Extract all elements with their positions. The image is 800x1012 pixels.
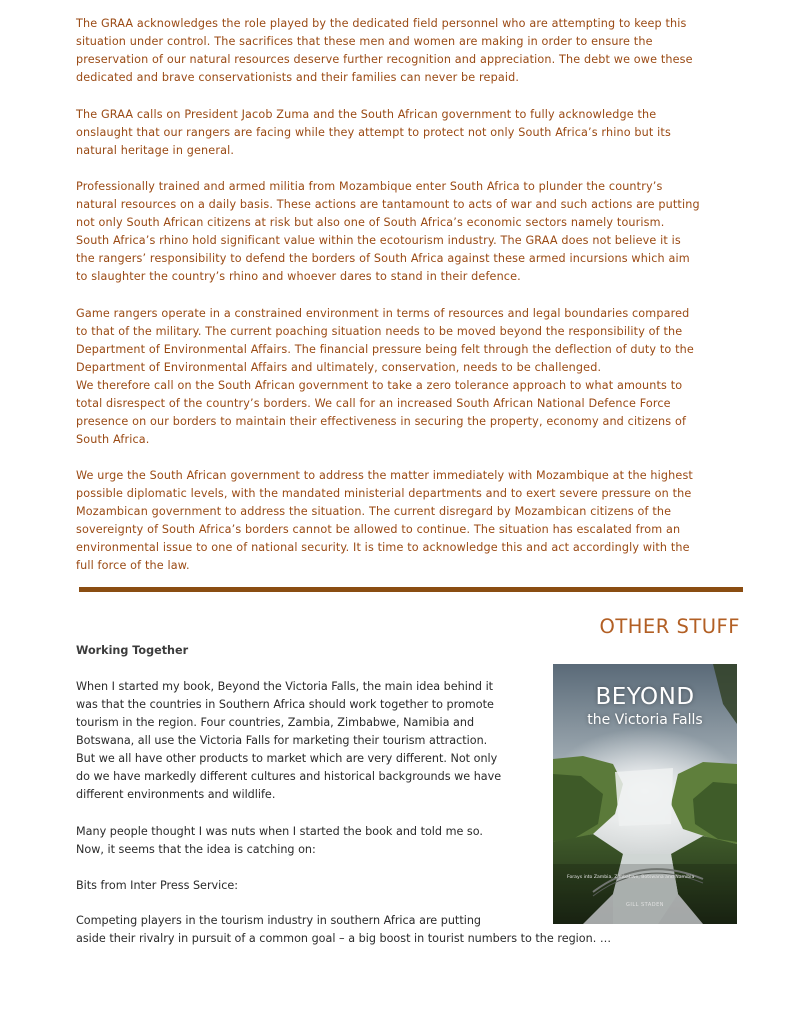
- article-paragraph: The GRAA acknowledges the role played by the dedicated field personnel who are attempting to keep this situation under control. The sacrifices that these men and women are making in order to ensure the preservation of our natural resources deserve further recognition and appreciation. The debt we owe these dedicated and brave conservationists and their families can never be repaid.: [76, 17, 693, 84]
- article-paragraph: Game rangers operate in a constrained environment in terms of resources and legal boundaries compared to that of the military. The current poaching situation needs to be moved beyond the responsibility of the Department of Environmental Affairs. The financial pressure being felt through the deflection of duty to the Department of Environmental Affairs and ultimately, conservation, needs to be challenged. We therefore call on the South African government to take a zero tolerance approach to what amounts to total disrespect of the country’s borders. We call for an increased South African National Defence Force presence on our borders to maintain their effectiveness in securing the property, economy and citizens of South Africa.: [76, 307, 694, 446]
- section-title: OTHER STUFF: [599, 615, 740, 638]
- article-paragraph: We urge the South African government to address the matter immediately with Mozambique at the highest possible diplomatic levels, with the mandated ministerial departments and to exert severe pressure on the Mozambican government to address the situation. The current disregard by Mozambican citizens of the sovereignty of South Africa’s borders cannot be allowed to continue. The situation has escalated from an environmental issue to one of national security. It is time to acknowledge this and act accordingly with the full force of the law.: [76, 469, 693, 572]
- section-divider: [79, 587, 743, 592]
- body-paragraph: Many people thought I was nuts when I started the book and told me so. Now, it seems that the idea is catching on:: [76, 825, 483, 856]
- book-tagline: Forays into Zambia, Zimbabwe, Botswana and Namibia: [567, 875, 695, 880]
- sub-heading: Working Together: [76, 644, 189, 657]
- book-subtitle: the Victoria Falls: [587, 712, 703, 728]
- body-paragraph: Bits from Inter Press Service:: [76, 879, 239, 892]
- book-author: GILL STADEN: [625, 902, 665, 908]
- article-paragraph: Professionally trained and armed militia from Mozambique enter South Africa to plunder the country’s natural resources on a daily basis. These actions are tantamount to acts of war and such actions are putting not only South African citizens at risk but also one of South Africa’s economic sectors namely tourism. South Africa’s rhino hold significant value within the ecotourism industry. The GRAA does not believe it is the rangers’ responsibility to defend the borders of South Africa against these armed incursions which aim to slaughter the country’s rhino and whoever dares to stand in their defence.: [76, 180, 700, 283]
- body-paragraph: Competing players in the tourism industry in southern Africa are putting aside their rivalry in pursuit of a common goal – a big boost in tourist numbers to the region. …: [76, 914, 612, 945]
- book-cover-image: [553, 664, 737, 924]
- body-paragraph: When I started my book, Beyond the Victoria Falls, the main idea behind it was that the countries in Southern Africa should work together to promote tourism in the region. Four countries, Zambia, Zimbabwe, Namibia and Botswana, all use the Victoria Falls for marketing their tourism attraction. But we all have other products to market which are very different. Not only do we have markedly different cultures and historical backgrounds we have different environments and wildlife.: [76, 680, 502, 801]
- article-paragraph: The GRAA calls on President Jacob Zuma and the South African government to fully acknowledge the onslaught that our rangers are facing while they attempt to protect not only South Africa’s rhino but its natural heritage in general.: [76, 108, 671, 157]
- book-title: BEYOND: [595, 684, 695, 710]
